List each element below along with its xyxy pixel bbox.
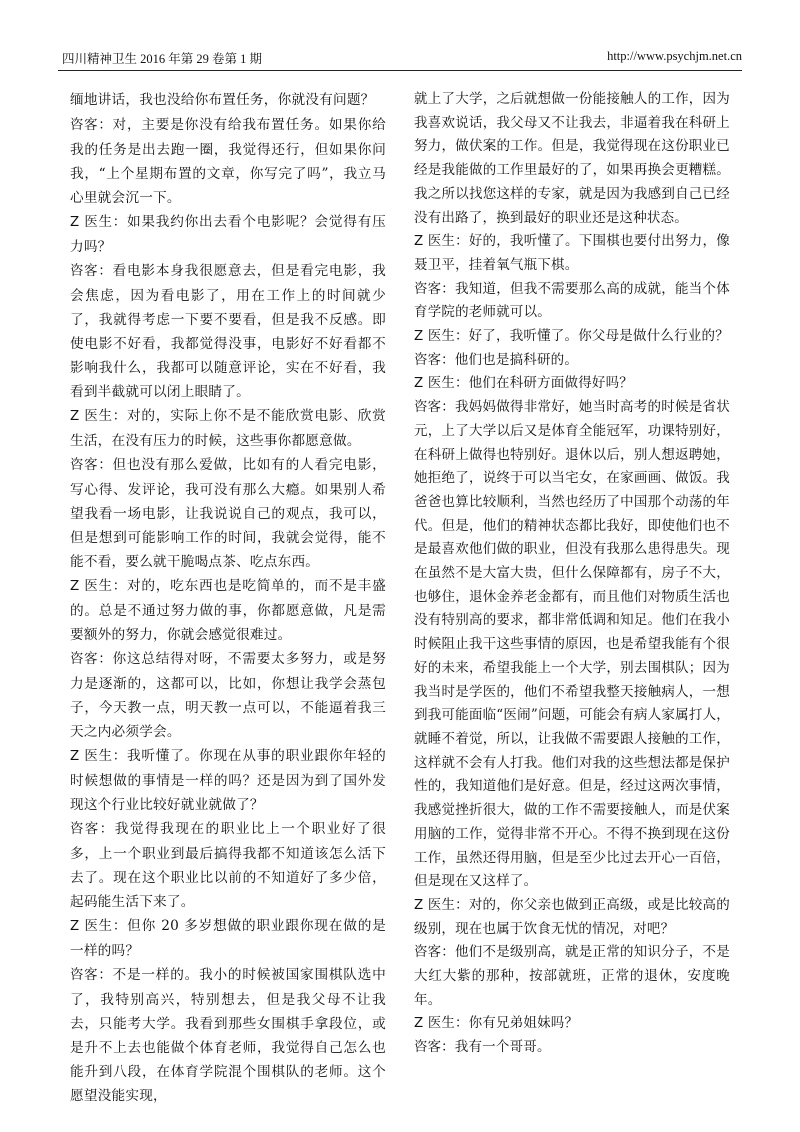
dialogue-text: 好了，我听懂了。你父母是做什么行业的？ [468,328,729,345]
dialogue-text: 但你 20 多岁想做的职业跟你现在做的是一样的吗？ [70,918,387,959]
speaker-label: 咨客： [70,822,115,837]
speaker-label: 咨客： [414,352,455,368]
dialogue-text: 但也没有那么爱做，比如有的人看完电影，写心得、发评论，我可没有那么大瘾。如果别人希望我看一场电影，让我说说自己的观点，我可以，但是想到可能影响工作的时间，我就会觉得，能不能不看，要么就干脆喝点茶、吃点东西。 [70,457,386,570]
dialogue-paragraph [70,88,386,113]
right-column [414,88,730,1060]
speaker-label: 咨客： [70,652,113,667]
dialogue-paragraph [414,278,730,325]
speaker-label: Z 医生： [414,1016,469,1032]
dialogue-text: 我知道，但我不需要那么高的成就，能当个体育学院的老师就可以。 [414,280,731,321]
speaker-label: Z 医生： [70,579,127,594]
speaker-label: Z 医生： [70,749,127,764]
dialogue-text: 他们不是级别高，就是正常的知识分子，不是大红大紫的那种，按部就班，正常的退休，安度晚年。 [414,944,731,1008]
dialogue-text: 如果我约你出去看个电影呢？会觉得有压力吗？ [70,214,386,255]
dialogue-paragraph [70,963,386,1108]
dialogue-paragraph [414,396,730,894]
dialogue-text: 你这总结得对呀，不需要太多努力，或是努力是逐渐的，这都可以，比如，你想让我学会蒸包子，今天教一点，明天教一点可以，不能逼着我三天之内必须学会。 [70,651,386,740]
running-header [58,46,742,71]
dialogue-text: 他们在科研方面做得好吗？ [468,375,634,392]
dialogue-paragraph [70,210,386,259]
speaker-label: 咨客： [414,1040,455,1056]
dialogue-text: 不是一样的。我小的时候被国家围棋队选中了，我特别高兴，特别想去，但是我父母不让我去，只能考大学。我看到那些女围棋手拿段位，或是升不上去也能做个体育老师，我觉得自己怎么也能升到八段，在体育学院混个围棋队的老师。这个愿望没能实现， [70,967,386,1104]
dialogue-text: 缅地讲话，我也没给你布置任务，你就没有问题？ [70,92,375,108]
speaker-label: 咨客： [414,400,455,416]
dialogue-text: 我有一个哥哥。 [454,1039,551,1056]
dialogue-paragraph [414,1036,730,1060]
dialogue-paragraph [414,1012,730,1036]
dialogue-text: 你有兄弟姐妹吗？ [468,1015,579,1032]
dialogue-paragraph [70,113,386,210]
dialogue-paragraph [414,230,730,277]
speaker-label: 咨客： [70,968,113,983]
dialogue-paragraph [70,259,386,404]
dialogue-paragraph [414,894,730,941]
dialogue-text: 对，主要是你没有给我布置任务。如果你给我的任务是出去跑一圈，我觉得还行，但如果你问我，“上个星期布置的文章，你写完了吗”，我立马心里就会沉一下。 [70,117,386,206]
dialogue-text: 对的，实际上你不是不能欣赏电影、欣赏生活，在没有压力的时候，这些事你都愿意做。 [70,408,386,449]
speaker-label: 咨客： [414,945,455,961]
dialogue-paragraph [70,453,386,574]
speaker-label: Z 医生： [414,234,469,250]
dialogue-paragraph [70,404,386,453]
journal-citation: 四川精神卫生 2016 年第 29 卷第 1 期 [62,52,263,66]
speaker-label: Z 医生： [70,409,127,424]
speaker-label: Z 医生： [414,897,469,913]
dialogue-paragraph [70,817,386,914]
speaker-label: 咨客： [414,281,455,297]
dialogue-paragraph [70,914,386,963]
dialogue-paragraph [414,88,730,230]
dialogue-paragraph [414,325,730,349]
speaker-label: Z 医生： [414,376,469,392]
dialogue-text: 对的，你父亲也做到正高级，或是比较高的级别，现在也属于饮食无忧的情况，对吧？ [414,896,730,937]
dialogue-text: 我觉得我现在的职业比上一个职业好了很多，上一个职业到最后搞得我都不知道该怎么活下去了。现在这个职业比以前的不知道好了多少倍，起码能生活下来了。 [70,821,386,910]
dialogue-text: 我听懂了。你现在从事的职业跟你年轻的时候想做的事情是一样的吗？还是因为到了国外发现这个行业比较好就业就做了？ [70,748,386,813]
dialogue-text: 我妈妈做得非常好，她当时高考的时候是省状元，上了大学以后又是体育全能冠军，功课特别好，在科研上做得也特别好。退休以后，别人想返聘她，她拒绝了，说终于可以当宅女，在家画画、做饭。我爸爸也算比较顺利，当然也经历了中国那个动荡的年代。但是，他们的精神状态都比我好，即使他们也不是最喜欢他们做的职业，但没有我那么患得患失。现在虽然不是大富大贵，但什么保障都有，房子不大，也够住，退休金养老金都有，而且他们对物质生活也没有特别高的要求，都非常低调和知足。他们在我小时候阻止我干这些事情的原因，也是希望我能有个很好的未来，希望我能上一个大学，别去围棋队；因为我当时是学医的，他们不希望我整天接触病人，一想到我可能面临“医闹”问题，可能会有病人家属打人，就睡不着觉，所以，让我做不需要跟人接触的工作，这样就不会有人打我。他们对我的这些想法都是保护性的，我知道他们是好意。但是，经过这两次事情，我感觉挫折很大，做的工作不需要接触人，而是伏案用脑的工作，觉得非常不开心。不得不换到现在这份工作，虽然还得用脑，但是至少比过去开心一百倍，但是现在又这样了。 [414,399,731,890]
dialogue-text: 看电影本身我很愿意去，但是看完电影，我会焦虑，因为看电影了，用在工作上的时间就少了，我就得考虑一下要不要看，但是我不反感。即使电影不好看，我都觉得没事，电影好不好看都不影响我什么，我都可以随意评论，实在不好看，我看到半截就可以闭上眼睛了。 [70,263,386,400]
dialogue-paragraph [70,574,386,647]
speaker-label: Z 医生： [414,329,469,345]
dialogue-paragraph [70,647,386,744]
dialogue-text: 对的，吃东西也是吃简单的，而不是丰盛的。总是不通过努力做的事，你都愿意做，凡是需要额外的努力，你就会感觉很难过。 [70,578,386,643]
dialogue-paragraph [414,349,730,373]
dialogue-text: 就上了大学，之后就想做一份能接触人的工作，因为我喜欢说话，我父母又不让我去，非逼着我在科研上努力，做伏案的工作。但是，我觉得现在这份职业已经是我能做的工作里最好的了，如果再换会更糟糕。我之所以找您这样的专家，就是因为我感到自己已经没有出路了，换到最好的职业还是这种状态。 [414,91,730,226]
dialogue-paragraph [70,744,386,817]
dialogue-paragraph [414,941,730,1012]
speaker-label: Z 医生： [70,215,127,230]
speaker-label: Z 医生： [70,919,128,934]
speaker-label: 咨客： [70,264,113,279]
dialogue-paragraph [414,372,730,396]
speaker-label: 咨客： [70,458,113,473]
left-column [70,88,386,1108]
dialogue-text: 好的，我听懂了。下围棋也要付出努力，像聂卫平，挂着氧气瓶下棋。 [414,233,730,273]
journal-url[interactable]: http://www.psychjm.net.cn [607,49,742,63]
dialogue-text: 他们也是搞科研的。 [454,351,579,368]
speaker-label: 咨客： [70,118,113,133]
